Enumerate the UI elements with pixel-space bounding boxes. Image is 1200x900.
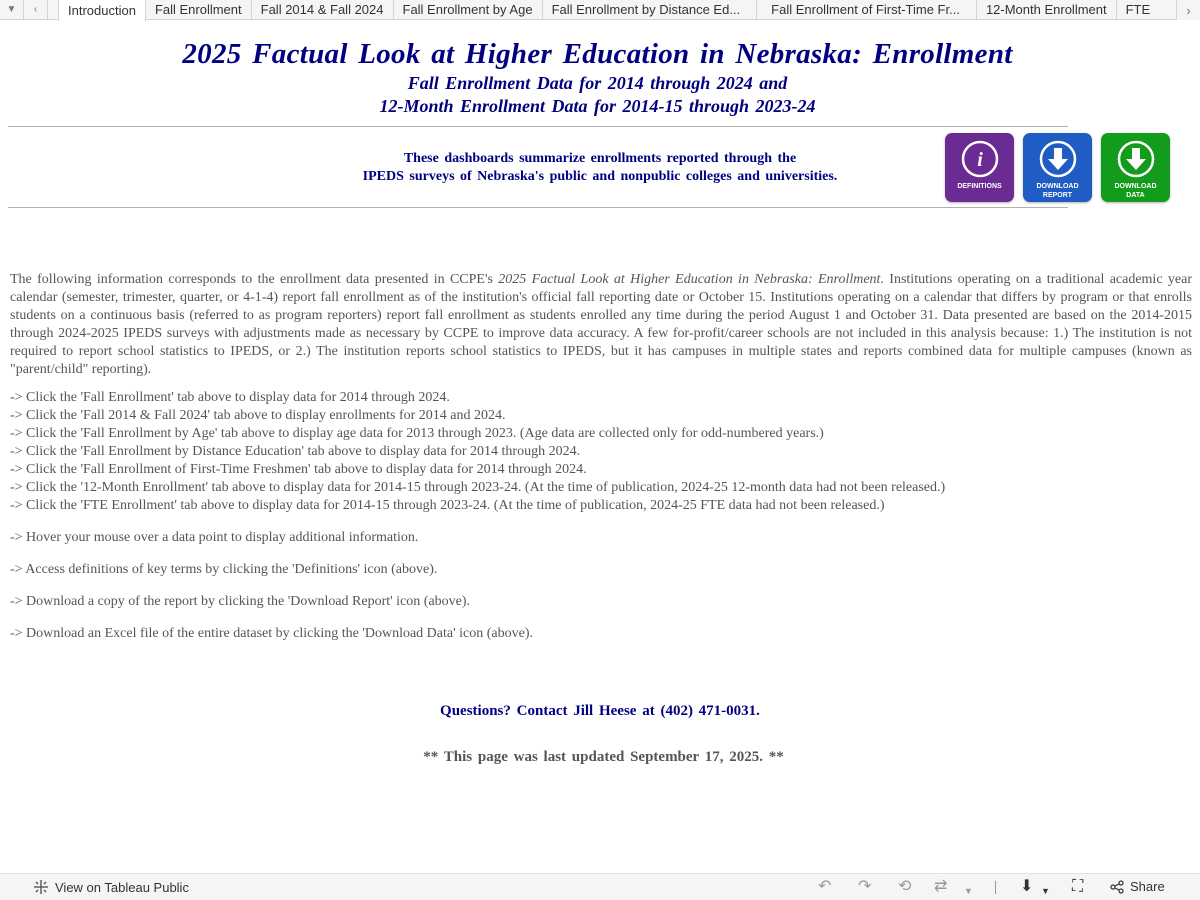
- revert-icon[interactable]: ⟲: [898, 878, 912, 895]
- intro-line1: These dashboards summarize enrollments reported through the: [403, 151, 797, 166]
- fullscreen-icon[interactable]: ⛶: [1072, 878, 1084, 895]
- intro-paragraph-rest: Institutions operating on a traditional academic year calendar (semester, trimester, quarter, or 4-1-4) report fall enrollment as of the institution's official fall reporting date or October 15. Institutions operating on a calendar that differs by program or that enrolls students on a continuous basis (referred to as program reporters) report fall enrollment as students enrolled any time during the period August 1 and October 31. Data presented are based on the 2014-2015 through 2024-2025 IPEDS surveys with adjustments made as necessary by CCPE to improve data accuracy. A few for-profit/career schools are not included in this analysis because: 1.) The institution is not required to report school statistics to IPEDS, or 2.) The institution reports school statistics to IPEDS, but it has campuses in multiple states and reports combined data for multiple campuses (known as "parent/child" reporting).: [10, 272, 1192, 377]
- tab-fall-enrollment-by-age[interactable]: Fall Enrollment by Age: [394, 0, 543, 19]
- download-data-label-line2: DATA: [1126, 192, 1145, 199]
- content-area: [10, 271, 1192, 643]
- bottom-toolbar: [0, 873, 1200, 900]
- intro-paragraph-prefix: The following information corresponds to the enrollment data presented in CCPE's: [10, 272, 499, 287]
- last-updated-line: ** This page was last updated September 17, 2025. **: [423, 749, 784, 765]
- tab-scroll-left-icon[interactable]: ‹: [24, 0, 48, 19]
- tab-strip: [0, 0, 1200, 20]
- download-data-label-line1: DOWNLOAD: [1114, 183, 1157, 190]
- tab-fall-enrollment-by-distance-ed[interactable]: Fall Enrollment by Distance Ed...: [543, 0, 758, 19]
- list-item: -> Click the 'Fall Enrollment of First-Time Freshmen' tab above to display data for 2014 through 2024.: [10, 462, 587, 477]
- definitions-note: -> Access definitions of key terms by clicking the 'Definitions' icon (above).: [10, 562, 438, 577]
- list-item: -> Click the 'Fall Enrollment by Distance Education' tab above to display data for 2014 through 2024.: [10, 444, 581, 459]
- tab-menu-dropdown-icon[interactable]: ▼: [0, 0, 24, 19]
- download-data-label: [1115, 182, 1157, 200]
- download-report-button[interactable]: [1023, 133, 1092, 202]
- hover-note: -> Hover your mouse over a data point to display additional information.: [10, 530, 419, 545]
- share-icon: [1110, 880, 1124, 894]
- download-icon: [1038, 139, 1078, 179]
- download-report-label: [1037, 182, 1079, 200]
- download-dropdown-icon[interactable]: ▼: [1041, 886, 1050, 896]
- tab-introduction[interactable]: Introduction: [58, 0, 146, 21]
- tab-fall-2014-fall-2024[interactable]: Fall 2014 & Fall 2024: [252, 0, 394, 19]
- page-subtitle-line1: Fall Enrollment Data for 2014 through 2024 and: [407, 73, 788, 93]
- refresh-dropdown-icon[interactable]: ▼: [964, 886, 973, 896]
- page-title: 2025 Factual Look at Higher Education in Nebraska: Enrollment: [182, 38, 1013, 70]
- list-item: -> Click the 'Fall 2014 & Fall 2024' tab above to display enrollments for 2014 and 2024.: [10, 408, 506, 423]
- intro-line2: IPEDS surveys of Nebraska's public and nonpublic colleges and universities.: [362, 169, 838, 184]
- download-icon: [1116, 139, 1156, 179]
- tab-fall-enrollment[interactable]: Fall Enrollment: [146, 0, 252, 19]
- list-item: -> Click the 'Fall Enrollment by Age' tab above to display age data for 2013 through 2023. (Age data are collected only for odd-numbered years.): [10, 426, 824, 441]
- toolbar-separator: [995, 881, 996, 894]
- download-report-note: -> Download a copy of the report by clicking the 'Download Report' icon (above).: [10, 594, 471, 609]
- share-button[interactable]: [1110, 879, 1165, 894]
- tableau-logo-icon: [33, 879, 49, 895]
- view-on-tableau-public-label: View on Tableau Public: [55, 879, 189, 895]
- definitions-button[interactable]: [945, 133, 1014, 202]
- share-label: Share: [1130, 879, 1165, 894]
- download-report-label-line1: DOWNLOAD: [1036, 183, 1079, 190]
- divider-bottom: [8, 207, 1068, 208]
- tab-fte[interactable]: FTE: [1125, 2, 1151, 17]
- tab-12-month-enrollment[interactable]: 12-Month Enrollment: [977, 0, 1117, 19]
- intro-paragraph-report-title: 2025 Factual Look at Higher Education in Nebraska: Enrollment.: [498, 272, 884, 287]
- undo-icon[interactable]: ↶: [818, 878, 832, 895]
- svg-text:i: i: [976, 149, 983, 171]
- tab-fall-enrollment-first-time[interactable]: Fall Enrollment of First-Time Fr...: [757, 0, 977, 19]
- tab-spacer: [48, 0, 58, 19]
- download-data-button[interactable]: [1101, 133, 1170, 202]
- download-data-note: -> Download an Excel file of the entire dataset by clicking the 'Download Data' icon (above).: [10, 626, 533, 641]
- divider-top: [8, 126, 1068, 127]
- redo-icon[interactable]: ↷: [858, 878, 872, 895]
- page-subtitle-line2: 12-Month Enrollment Data for 2014-15 through 2023-24: [379, 96, 816, 116]
- list-item: -> Click the 'FTE Enrollment' tab above to display data for 2014-15 through 2023-24. (At the time of publication, 2024-25 FTE data had not been released.): [10, 498, 885, 513]
- list-item: -> Click the '12-Month Enrollment' tab above to display data for 2014-15 through 2023-24. (At the time of publication, 2024-25 12-month data had not been released.): [10, 480, 946, 495]
- view-on-tableau-public-link[interactable]: [33, 879, 189, 895]
- info-icon: [960, 139, 1000, 179]
- contact-line: Questions? Contact Jill Heese at (402) 471-0031.: [440, 703, 760, 719]
- definitions-label: DEFINITIONS: [957, 183, 1002, 190]
- tab-scroll-right-icon[interactable]: ›: [1176, 0, 1200, 20]
- intro-paragraph: [10, 271, 1192, 379]
- tab-instructions-list: [10, 389, 1192, 515]
- download-toolbar-icon[interactable]: ⬇: [1020, 878, 1034, 895]
- download-report-label-line2: REPORT: [1042, 192, 1073, 199]
- refresh-icon[interactable]: ⇄: [934, 878, 948, 895]
- list-item: -> Click the 'Fall Enrollment' tab above to display data for 2014 through 2024.: [10, 390, 450, 405]
